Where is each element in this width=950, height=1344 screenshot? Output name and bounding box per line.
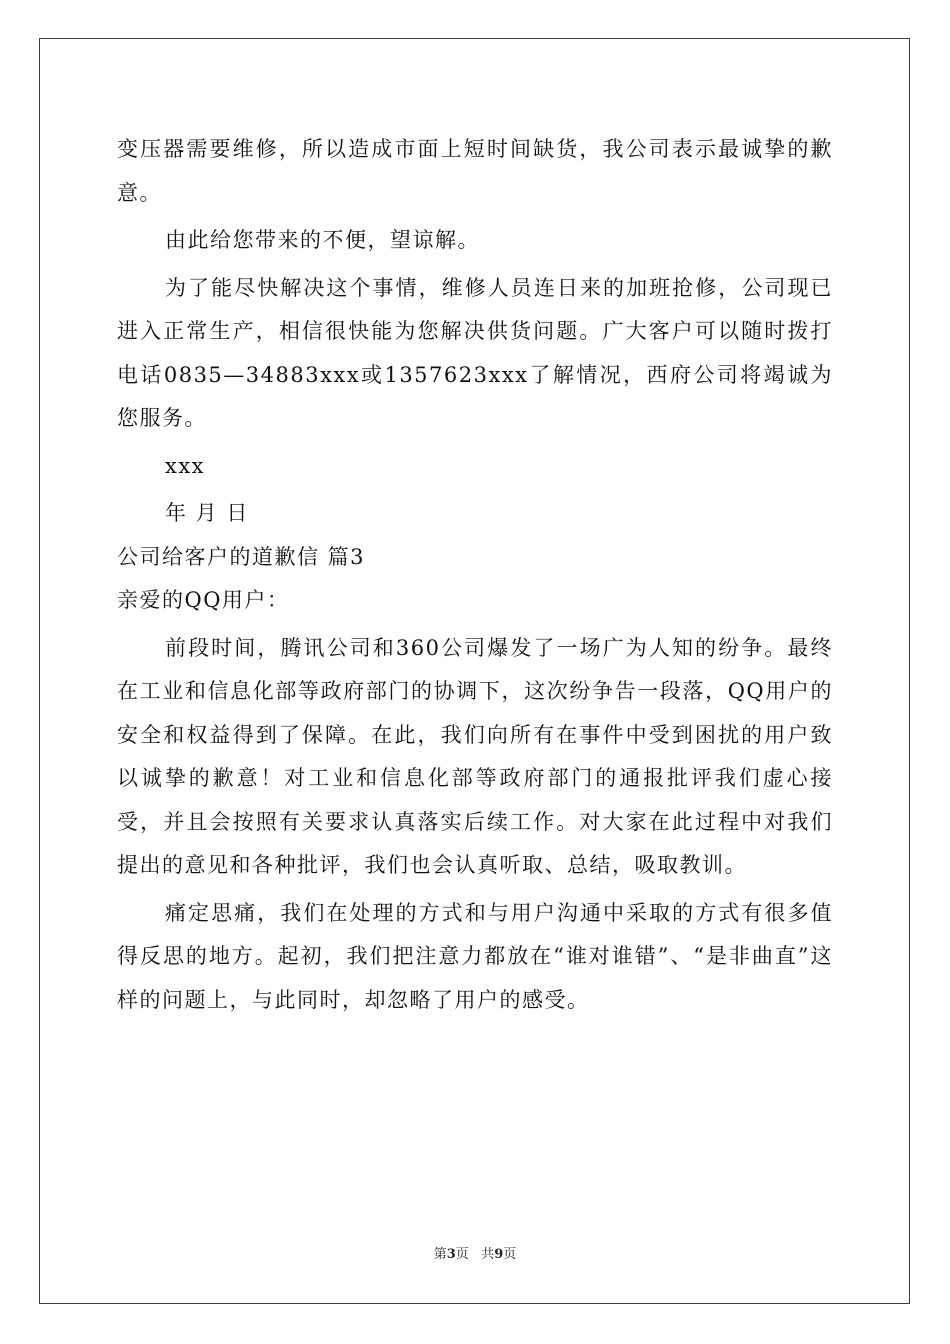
footer-prefix: 第 [433,1247,447,1262]
section-heading: 公司给客户的道歉信 篇3 [117,544,366,569]
footer-page-suffix: 页 [455,1247,469,1262]
footer-current-page: 3 [446,1247,456,1262]
paragraph-8: 前段时间，腾讯公司和360公司爆发了一场广为人知的纷争。最终在工业和信息化部等政府部门的协调下，这次纷争告一段落，QQ用户的安全和权益得到了保障。在此，我们向所有在事件中受到困扰的用户致以诚挚的歉意！对工业和信息化部等政府部门的通报批评我们虚心接受，并且会按照有关要求认真落实后续工作。对大家在此过程中对我们提出的意见和各种批评，我们也会认真听取、总结，吸取教训。 [117,635,833,877]
paragraph-2: 由此给您带来的不便，望谅解。 [165,228,480,252]
page-footer [0,1243,950,1262]
footer-total-prefix: 共 [481,1247,495,1262]
footer-total-pages: 9 [494,1247,504,1262]
document-body [117,128,833,1022]
paragraph-9: 痛定思痛，我们在处理的方式和与用户沟通中采取的方式有很多值得反思的地方。起初，我们把注意力都放在“谁对谁错”、“是非曲直”这样的问题上，与此同时，却忽略了用户的感受。 [117,900,833,1012]
signature-name: xxx [165,453,206,478]
paragraph-3: 为了能尽快解决这个事情，维修人员连日来的加班抢修，公司现已进入正常生产，相信很快能为您解决供货问题。广大客户可以随时拨打电话0835—34883xxx或1357623xxx了解情况，西府公司将竭诚为您服务。 [117,275,833,430]
footer-total-suffix: 页 [503,1247,517,1262]
paragraph-1: 变压器需要维修，所以造成市面上短时间缺货，我公司表示最诚挚的歉意。 [117,137,833,205]
signature-date: 年 月 日 [165,501,249,525]
salutation: 亲爱的QQ用户： [117,588,290,612]
